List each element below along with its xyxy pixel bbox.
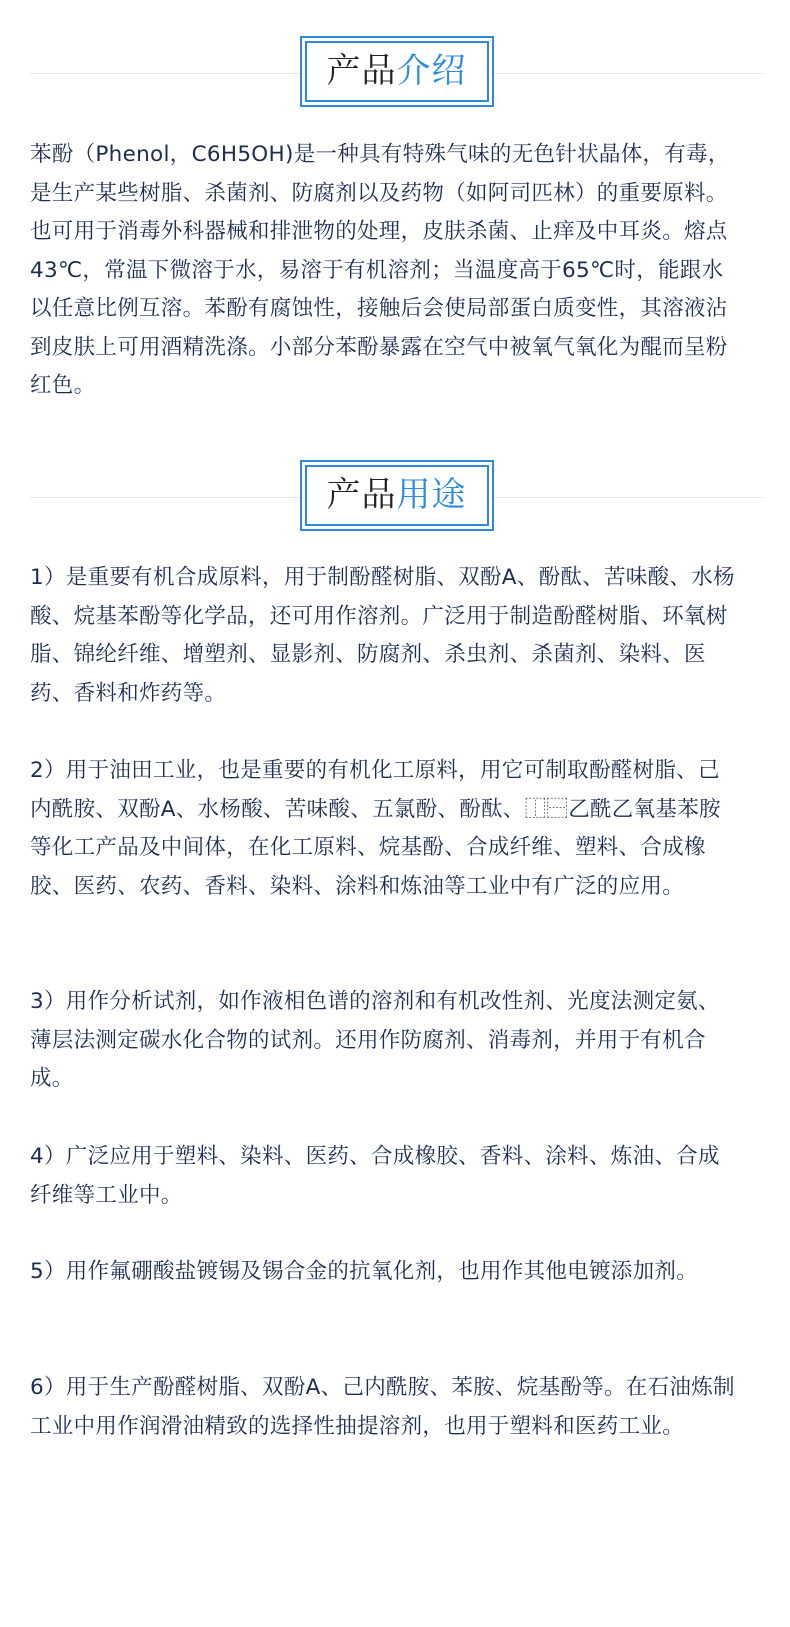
uses-item-1: 1）是重要有机合成原料，用于制酚醛树脂、双酚A、酚酞、苦味酸、水杨酸、烷基苯酚等化学品，还可用作溶剂。广泛用于制造酚醛树脂、环氧树脂、锦纶纤维、增塑剂、显影剂、防腐剂、杀虫剂、杀菌剂、染料、医药、香料和炸药等。 bbox=[30, 565, 735, 706]
intro-title bbox=[305, 41, 489, 102]
intro-section-header bbox=[30, 36, 763, 106]
uses-item-5: 5）用作氟硼酸盐镀锡及锡合金的抗氧化剂，也用作其他电镀添加剂。 bbox=[30, 1259, 698, 1284]
intro-paragraph: 苯酚（Phenol，C6H5OH)是一种具有特殊气味的无色针状晶体，有毒，是生产某些树脂、杀菌剂、防腐剂以及药物（如阿司匹林）的重要原料。也可用于消毒外科器械和排泄物的处理，皮肤杀菌、止痒及中耳炎。熔点43℃，常温下微溶于水，易溶于有机溶剂；当温度高于65℃时，能跟水以任意比例互溶。苯酚有腐蚀性，接触后会使局部蛋白质变性，其溶液沾到皮肤上可用酒精洗涤。小部分苯酚暴露在空气中被氧气氧化为醌而呈粉红色。 bbox=[30, 142, 730, 398]
uses-section-header bbox=[30, 460, 763, 530]
uses-title-frame bbox=[300, 460, 494, 531]
uses-item-3: 3）用作分析试剂，如作液相色谱的溶剂和有机改性剂、光度法测定氨、薄层法测定碳水化合物的试剂。还用作防腐剂、消毒剂，并用于有机合成。 bbox=[30, 989, 720, 1091]
intro-title-prefix: 产品 bbox=[326, 51, 397, 91]
intro-title-frame bbox=[300, 36, 494, 107]
uses-item-2: 2）用于油田工业，也是重要的有机化工原料，用它可制取酚醛树脂、己内酰胺、双酚A、水杨酸、苦味酸、五氯酚、酚酞、⿰⿱乙酰乙氧基苯胺等化工产品及中间体，在化工原料、烷基酚、合成纤维、塑料、合成橡胶、医药、农药、香料、染料、涂料和炼油等工业中有广泛的应用。 bbox=[30, 758, 721, 899]
uses-item-6: 6）用于生产酚醛树脂、双酚A、己内酰胺、苯胺、烷基酚等。在石油炼制工业中用作润滑油精致的选择性抽提溶剂，也用于塑料和医药工业。 bbox=[30, 1375, 735, 1439]
uses-title-prefix: 产品 bbox=[326, 475, 397, 515]
uses-item-4: 4）广泛应用于塑料、染料、医药、合成橡胶、香料、涂料、炼油、合成纤维等工业中。 bbox=[30, 1144, 720, 1208]
intro-title-suffix: 介绍 bbox=[396, 51, 467, 91]
uses-title bbox=[305, 465, 489, 526]
uses-title-suffix: 用途 bbox=[396, 475, 467, 515]
